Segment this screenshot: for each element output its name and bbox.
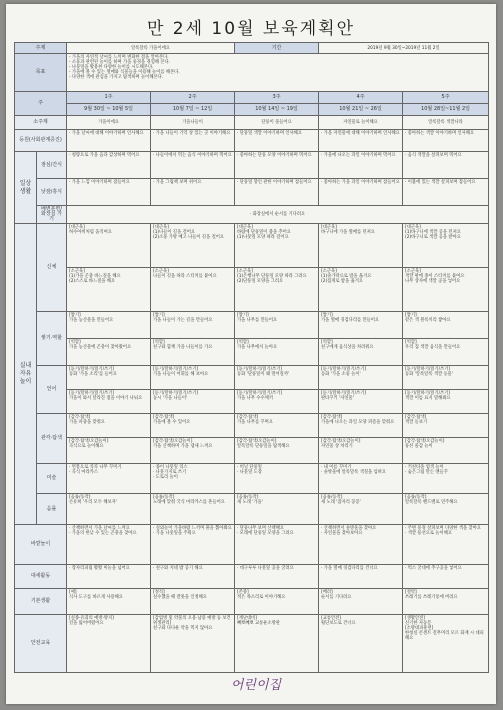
nap-cell: · 이불에 있는 색깔 살펴보며 잠들어요: [403, 179, 489, 206]
physical-cell: [소근육] 색깔 판에 종이 스티커를 붙여요 나무 상자에 색깔 공을 넣어요: [403, 268, 489, 312]
art-cell: · 비닐 단풍잎 · 나뭇잎 도장: [235, 464, 319, 494]
sensory-cell: [감각·탐색] 가을 나무를 꾸며요: [235, 414, 319, 438]
nap-label: 낮잠/휴식: [37, 179, 67, 206]
sensory-cell: [감각·탐색/오감놀이] 풍선 물감 놀이: [403, 438, 489, 464]
sensory-row-1: [15, 414, 489, 438]
date-row: [15, 104, 489, 116]
physical-cell: [대근육] (1)나들이 길을 걸어요 (2)소풍 가방 메고 나들이 길을 걸어요: [151, 224, 235, 268]
safety-cell: [재난대비] 빼뽀빼뽀 교통운소방관: [235, 615, 319, 673]
blocks-cell: [쌓기] 가을 나무를 만들어요: [235, 312, 319, 339]
date-5: 10월 28일~11월 2일: [403, 104, 489, 116]
art-cell: · 키친타올 염색 놀이 · 숨은그림 만든 맨들꾸: [403, 464, 489, 494]
week-4: 4주: [319, 92, 403, 104]
art-label: 미술: [37, 464, 67, 494]
toilet-text: · 화장실에서 순서를 기다려요: [67, 206, 489, 224]
nap-cell: · 좋아하는 가을 과일 이야기하며 잠들어요: [319, 179, 403, 206]
outdoor-cell: · 실외놀이 가을바람 느끼며 풀을 뽑아봐요 · 가을 나뭇잎을 주워요: [151, 525, 235, 565]
blocks-row-1: [15, 312, 489, 339]
language-cell: [듣기/말하기/읽기/쓰기] 색깔 이름 표지 말해봐요: [403, 390, 489, 414]
basic-cell: [예] 식사 도구를 바르게 사용해요: [67, 589, 151, 615]
physical-cell: [소근육] (1)가을 곤충 바느질을 해요 (2)스스로 바느질을 해요: [67, 268, 151, 312]
role-cell: [역할] 친구에게 음식상을 차려줘요: [319, 339, 403, 366]
art-row: [15, 464, 489, 494]
outdoor-row: [15, 525, 489, 565]
blocks-cell: [쌓기] 같은 색 블록끼리 쌓아요: [403, 312, 489, 339]
language-row-1: [15, 366, 489, 390]
basic-cell: [존중] 적은 목소리로 이야기해요: [235, 589, 319, 615]
basic-cell: [배려] 순서를 기다려요: [319, 589, 403, 615]
sensory-row-2: [15, 438, 489, 464]
sensory-cell: [감각·탐색/오감놀이] 자연물 상 차리기: [319, 438, 403, 464]
arrival-cell: · 좋아하는 색깔 이야기하며 인사해요: [403, 130, 489, 152]
arrival-cell: · 가을 자연물에 대해 이야기하며 인사해요: [319, 130, 403, 152]
week-row: [15, 92, 489, 104]
blocks-cell: [쌓기] 가을 농산물을 만들어요: [67, 312, 151, 339]
sensory-cell: [감각·탐색] 색깔 돋보기: [403, 414, 489, 438]
subtheme-3: 단풍이 물들어요: [235, 116, 319, 130]
physical-cell: [소근육] 나들이 길을 따라 스티커를 붙여요: [151, 268, 235, 312]
language-cell: [듣기/말하기/읽기/쓰기] 동화 '가을 소리'를 들어요: [67, 366, 151, 390]
music-cell: [음률/동작] 새 노래 '잠자리 꽁꽁': [319, 494, 403, 525]
blocks-label: 쌓기·역할: [37, 312, 67, 366]
language-cell: [듣기/말하기/읽기/쓰기] 가을 나들이 어휘를 해 보아요: [151, 366, 235, 390]
week-5: 5주: [403, 92, 489, 104]
date-3: 10월 14일 ~ 19일: [235, 104, 319, 116]
toilet-label: 배변훈련/화장실 가기: [37, 206, 67, 224]
arrival-cell: · 단풍잎 색깔 이야기하며 인사해요: [235, 130, 319, 152]
physical-row-1: [15, 224, 489, 268]
safety-cell: [생활안전] 신기한 자동문 [소방대피훈련] 한청실 콘센트 걸무머리 모르 화재 시 대피해요: [403, 615, 489, 673]
subtheme-4: 자연물로 놀이해요: [319, 116, 403, 130]
play-group-label: 실내 자유놀이: [15, 224, 37, 525]
theme-value: 알록달록 가을이에요: [67, 43, 235, 54]
week-label: 주: [15, 92, 67, 116]
plan-table: [14, 42, 489, 673]
outdoor-label: 바깥놀이: [15, 525, 67, 565]
group-cell: · 빅스 굴대에 추구공을 넣어요: [403, 565, 489, 589]
safety-label: 안전교육: [15, 615, 67, 673]
sensory-cell: [감각·탐색/오감놀이] 알록달록 단풍잎을 탐색해요: [235, 438, 319, 464]
language-cell: [듣기/말하기/읽기/쓰기] 동화 '알록달록 색깔 동물': [403, 366, 489, 390]
group-cell: · 친구와 지네 밥 공기 해요: [151, 565, 235, 589]
music-cell: [음률/동작] 알록달록 핸드벨로 연주해요: [403, 494, 489, 525]
outdoor-cell: · 단풍나무 보며 산책해요 · 모래에 단풍잎 모양을 그려요: [235, 525, 319, 565]
goal-text: - 가을의 자연적 날씨를 느끼며 변화한 점을 알아본다. - 소풍과 관련된 놀이를 하며 가을 풍경을 경험해 본다. - 나뭇잎을 활용한 다양한 놀이를 시도해본다. - 가을에 볼 수 있는 열매와 식물들을 이용해 놀이를 해본다. - 다양한 색에 관심을 가지고 탐색하며 놀이해본다.: [67, 54, 489, 92]
page-title: 만 2세 10월 보육계획안: [146, 19, 356, 39]
language-cell: [듣기/말하기/읽기/쓰기] 가을 나무 수수께끼: [235, 390, 319, 414]
role-cell: [역할] 우리 집 색깔 음식을 만들어요: [403, 339, 489, 366]
art-cell: · 종이 나뭇잎 리스 · 나뭇가지로 쓰기 · 도토리 놀이: [151, 464, 235, 494]
period-value: 2019년 9월 30일~2019년 11월 2일: [319, 43, 489, 54]
physical-cell: [대근육] 바구니에 가을 열매를 던져요: [319, 224, 403, 268]
subtheme-5: 알록달록 색깔나라: [403, 116, 489, 130]
outdoor-cell: · 산책하면서 가을 날씨를 느껴요 · 가을의 한낮 수 있는 곤충을 찾아요: [67, 525, 151, 565]
nap-cell: · 단풍잎 향인 관한 이야기하며 잠들어요: [235, 179, 319, 206]
daycare-logo: 어린이집: [230, 678, 282, 693]
role-cell: [역할] 가을 농산물에 곤충이 찾아왔어요: [67, 339, 151, 366]
music-cell: [음률/동작] 새 노래 '가을': [235, 494, 319, 525]
group-label: 대세활동: [15, 565, 67, 589]
language-label: 언어: [37, 366, 67, 414]
nap-cell: · 가을 느낌 이야기하며 잠들어요: [67, 179, 151, 206]
toilet-row: [15, 206, 489, 224]
week-2: 2주: [151, 92, 235, 104]
sensory-cell: [감각·탐색/오감놀이] 가을 산책하며 가을 냄새 느껴요: [151, 438, 235, 464]
snack-cell: · 좋아하는 단풍 모양 이야기하며 먹어요: [235, 152, 319, 179]
blocks-row-2: [15, 339, 489, 366]
snack-label: 점심/간식: [37, 152, 67, 179]
safety-cell: [감염병 및 약물의 오용·남용 예방 등 보건위생관리] 친구와 다다운 약을 먹지 않아요: [151, 615, 235, 673]
group-row: [15, 565, 489, 589]
period-label: 기간: [235, 43, 319, 54]
sensory-cell: [감각·탐색] 가을에 나오는 과일 모양 퍼즐을 맞춰요: [319, 414, 403, 438]
physical-cell: [대근육] 허수아비처럼 움직여요: [67, 224, 151, 268]
group-cell: · 장자리피림 활활 미놀을 넘어요: [67, 565, 151, 589]
week-3: 3주: [235, 92, 319, 104]
snack-cell: · 음식 색깔을 살펴보며 먹어요: [403, 152, 489, 179]
basic-cell: [절약] 쓰레기를 쓰레기통에 버려요: [403, 589, 489, 615]
role-cell: [역할] 친구와 함께 가을 나들이를 가요: [151, 339, 235, 366]
subtheme-1: 가을이에요: [67, 116, 151, 130]
basic-row: [15, 589, 489, 615]
physical-cell: [소근육] (1)은행나무 단풍잎 모양 따라 그려요 (2)단풍잎 모양을 그려요: [235, 268, 319, 312]
date-4: 10월 21일 ~ 26일: [319, 104, 403, 116]
arrival-label: 등원(사회관계증진): [15, 130, 67, 152]
arrival-cell: · 가을 나들이 기억 상 있는 곳 이야기해요: [151, 130, 235, 152]
date-1: 9월 30일 ~ 10월 5일: [67, 104, 151, 116]
subtheme-2: 가을나들이: [151, 116, 235, 130]
theme-label: 주제: [15, 43, 67, 54]
snack-cell: · 나들이에서 먹는 음식 이야기하며 먹어요: [151, 152, 235, 179]
language-cell: [듣기/말하기/읽기/쓰기] 동화 '가을 소풍 놀이': [319, 366, 403, 390]
art-cell: · 면봉으로 콕콕 나무 꾸미기 · 곡식 마라카스: [67, 464, 151, 494]
music-label: 음률: [37, 494, 67, 525]
blocks-cell: [쌓기] 가을 나들이 가는 길을 만들어요: [151, 312, 235, 339]
language-cell: [듣기/말하기/읽기/쓰기] 가을이 와서 달라진 점을 이야기 나눠요: [67, 390, 151, 414]
physical-label: 신체: [37, 224, 67, 312]
nap-cell: · 가을 그림책 보며 쉬어요: [151, 179, 235, 206]
snack-cell: · 청량으로 가을 음과 감상하며 먹어요: [67, 152, 151, 179]
subtheme-label: 소주제: [15, 116, 67, 130]
music-cell: [음률/동작] 손유희 '우리 모두 해보자': [67, 494, 151, 525]
group-cell: · 가을 열매 징검다리를 건너요: [319, 565, 403, 589]
physical-row-2: [15, 268, 489, 312]
snack-cell: · 가을에 나오는 과일 이야기하며 먹어요: [319, 152, 403, 179]
nap-row: [15, 179, 489, 206]
sensory-cell: [감각·탐색] 가을에 볼 수 있어요: [151, 414, 235, 438]
subtheme-row: [15, 116, 489, 130]
week-1: 1주: [67, 92, 151, 104]
date-2: 10월 7일 ~ 12일: [151, 104, 235, 116]
basic-label: 기본생활: [15, 589, 67, 615]
snack-row: [15, 152, 489, 179]
document-page: [6, 4, 496, 704]
arrival-row: [15, 130, 489, 152]
safety-cell: [실종·유괴의 예방·방지] 길을 잃어버렸어요: [67, 615, 151, 673]
outdoor-cell: · 주변 풍경 살펴보며 다양한 색을 찾아요 · 색깔 풍선으로 놀이해요: [403, 525, 489, 565]
language-cell: [듣기/말하기/읽기/쓰기] 판타쿠키 '자연물': [319, 390, 403, 414]
outdoor-cell: · 산책하면서 솔방울을 찾아요 · 자연물을 찾아보아요: [319, 525, 403, 565]
goal-label: 목표: [15, 54, 67, 92]
physical-cell: [대근육] (1)바구니에 색깔 공을 던져요 (2)바구니로 색깔 공을 받아요: [403, 224, 489, 268]
arrival-cell: · 가을 날씨에 대해 이야기하며 인사해요: [67, 130, 151, 152]
language-cell: [듣기/말하기/읽기/쓰기] 동화 '단풍잎이 왜 떨어질까': [235, 366, 319, 390]
blocks-cell: [쌓기] 가을 열매 징검다리를 만들어요: [319, 312, 403, 339]
physical-cell: [대근육] 바람에 단풍잎이 춤을 추어요 (1)나뭇잎 모양 따라 걸어요: [235, 224, 319, 268]
sensory-cell: [감각·탐색/오감놀이] 곡식으로 놀이해요: [67, 438, 151, 464]
basic-cell: [정직] 실수했을 때 잘못을 인정해요: [151, 589, 235, 615]
music-cell: [음률/동작] 노래에 맞춰 국식 마라카스를 흔들어요: [151, 494, 235, 525]
physical-cell: [소근육] (1)솔가락으로 밤을 옮겨요 (2)집게로 밤을 옮겨요: [319, 268, 403, 312]
theme-row: [15, 43, 489, 54]
role-cell: [역할] 가을 나무에서 놀아요: [235, 339, 319, 366]
language-cell: [듣기/말하기/읽기/쓰기] 동시 '가을 나들이': [151, 390, 235, 414]
art-cell: · 내 이름 꾸미기 · 솔방울에 알록달록 색칠을 입혀요: [319, 464, 403, 494]
goal-row: [15, 54, 489, 92]
safety-row: [15, 615, 489, 673]
sensory-cell: [감각·탐색] 가을 파충을 맞춰요: [67, 414, 151, 438]
safety-cell: [교통안전] 횡단보도로 건너요: [319, 615, 403, 673]
language-row-2: [15, 390, 489, 414]
music-row: [15, 494, 489, 525]
sensory-label: 관각·탐색: [37, 414, 67, 464]
group-cell: · 데구루루 나뭇잎 공을 굴려요: [235, 565, 319, 589]
life-group-label: 일상 생활: [15, 152, 37, 224]
